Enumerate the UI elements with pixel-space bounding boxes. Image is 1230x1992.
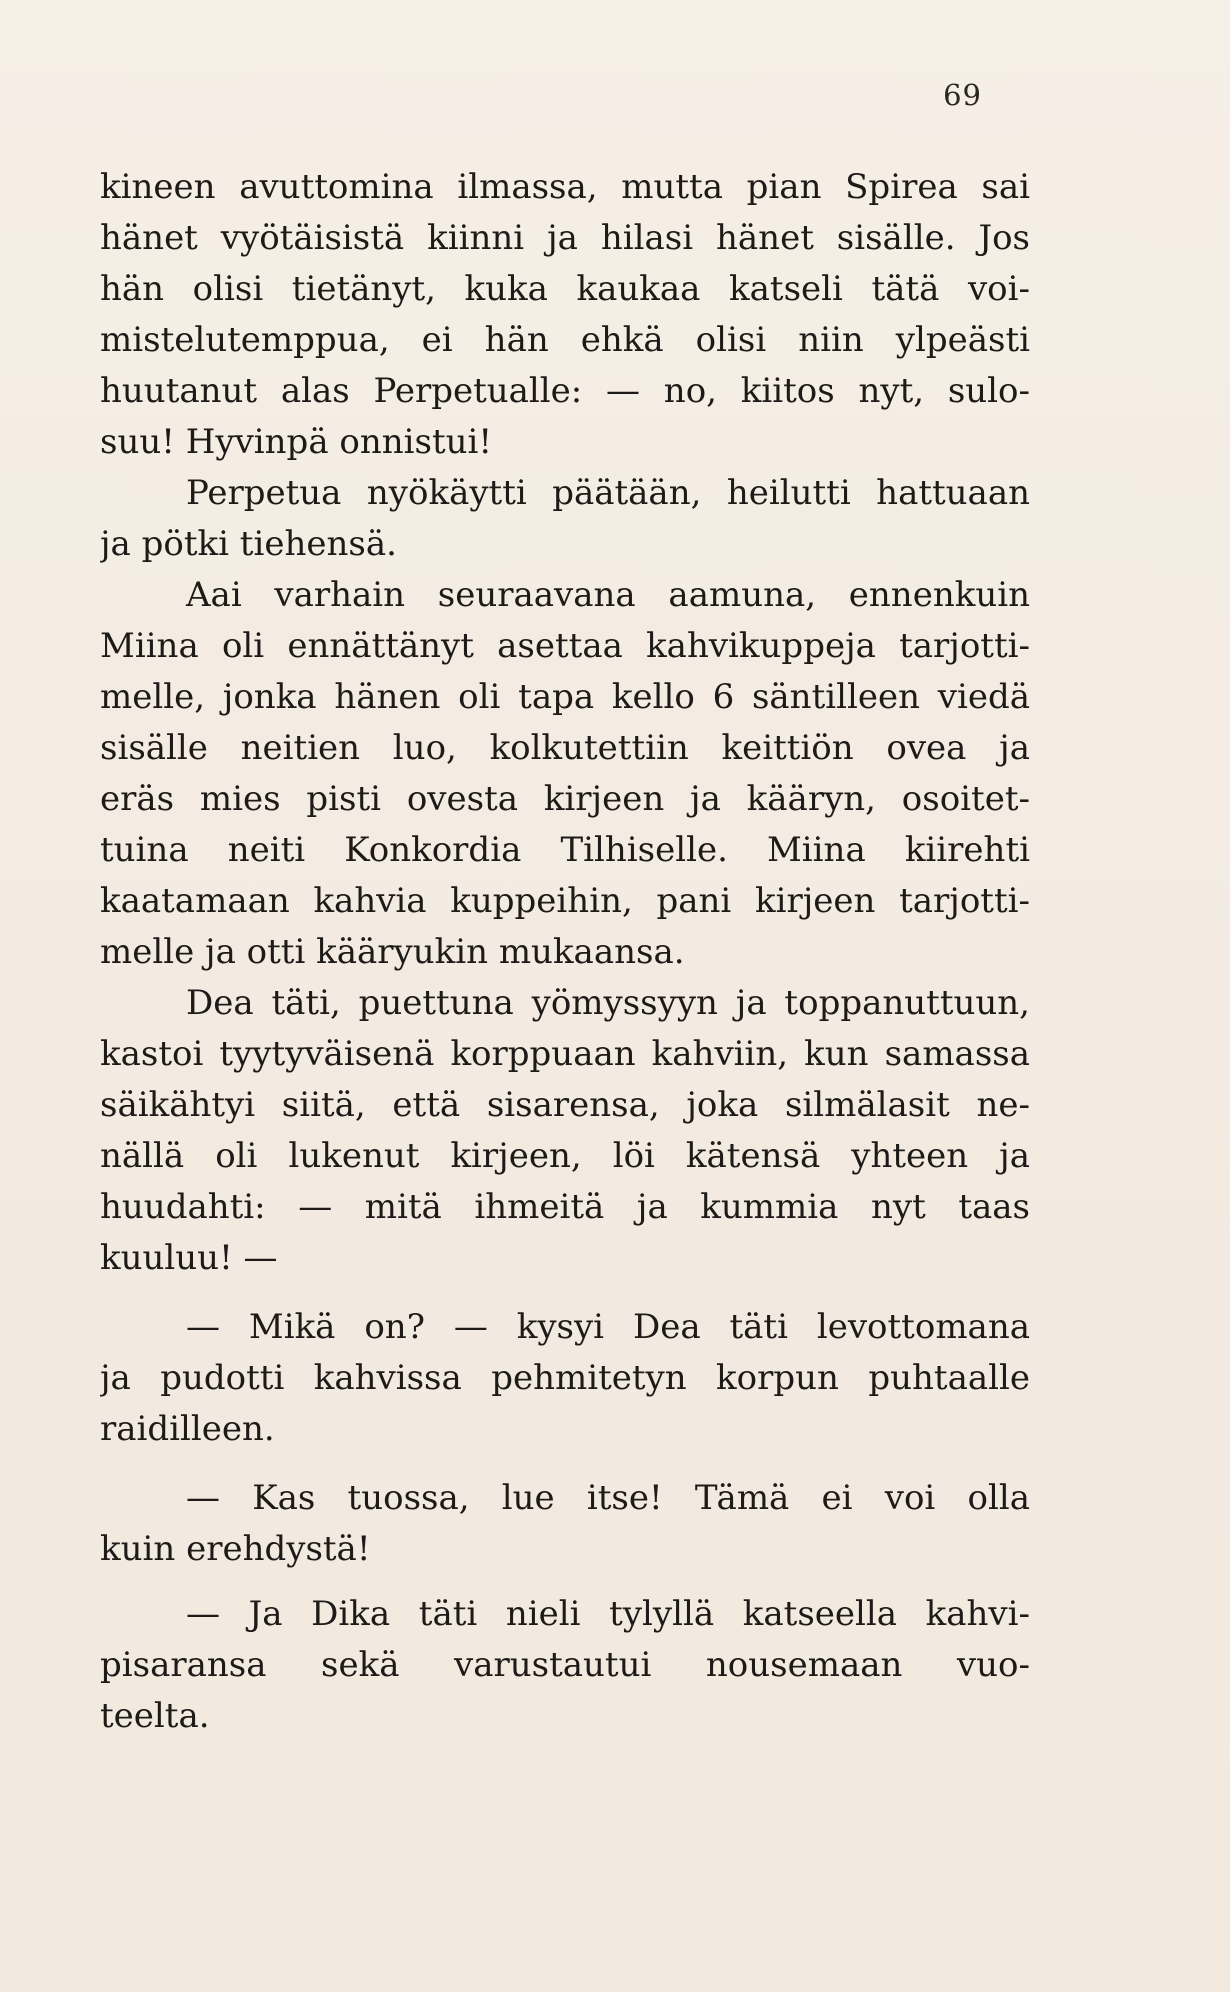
text-line: — Ja Dika täti nieli tylyllä katseella kahvi-	[186, 1594, 1030, 1634]
text-line: suu! Hyvinpä onnistui!	[100, 422, 493, 462]
text-line: — Kas tuossa, lue itse! Tämä ei voi olla	[186, 1478, 1030, 1518]
text-line: — Mikä on? — kysyi Dea täti levottomana	[186, 1307, 1030, 1347]
text-line: sisälle neitien luo, kolkutettiin keittiön ovea ja	[100, 728, 1030, 768]
paragraph	[100, 1302, 1030, 1455]
text-line: huudahti: — mitä ihmeitä ja kummia nyt taas	[100, 1187, 1030, 1227]
paragraph	[100, 1589, 1030, 1742]
page-number: 69	[943, 78, 982, 112]
text-line: nällä oli lukenut kirjeen, löi kätensä yhteen ja	[100, 1136, 1030, 1176]
text-line: hän olisi tietänyt, kuka kaukaa katseli tätä voi-	[100, 269, 1030, 309]
paragraph-gap	[100, 1284, 1030, 1302]
text-line: melle, jonka hänen oli tapa kello 6 säntilleen viedä	[100, 677, 1030, 717]
paragraph	[100, 468, 1030, 570]
text-line: melle ja otti kääryukin mukaansa.	[100, 932, 685, 972]
paragraph	[100, 570, 1030, 978]
text-line: ja pudotti kahvissa pehmitetyn korpun puhtaalle	[100, 1358, 1030, 1398]
text-line: Perpetua nyökäytti päätään, heilutti hattuaan	[186, 473, 1030, 513]
paragraph	[100, 162, 1030, 468]
text-line: kuin erehdystä!	[100, 1529, 371, 1569]
text-line: mistelutemppua, ei hän ehkä olisi niin ylpeästi	[100, 320, 1030, 360]
text-line: pisaransa sekä varustautui nousemaan vuo-	[100, 1645, 1030, 1685]
text-line: kastoi tyytyväisenä korppuaan kahviin, kun samassa	[100, 1034, 1030, 1074]
text-line: hänet vyötäisistä kiinni ja hilasi hänet sisälle. Jos	[100, 218, 1030, 258]
text-line: ja pötki tiehensä.	[100, 524, 397, 564]
text-line: kineen avuttomina ilmassa, mutta pian Spirea sai	[100, 167, 1030, 207]
paragraph	[100, 1473, 1030, 1575]
text-line: Miina oli ennättänyt asettaa kahvikuppeja tarjotti-	[100, 626, 1030, 666]
text-line: kaatamaan kahvia kuppeihin, pani kirjeen tarjotti-	[100, 881, 1030, 921]
text-line: teelta.	[100, 1696, 210, 1736]
text-line: Aai varhain seuraavana aamuna, ennenkuin	[186, 575, 1030, 615]
text-line: eräs mies pisti ovesta kirjeen ja kääryn, osoitet-	[100, 779, 1030, 819]
text-line: tuina neiti Konkordia Tilhiselle. Miina kiirehti	[100, 830, 1030, 870]
paragraph-gap	[100, 1575, 1030, 1589]
paragraph-gap	[100, 1455, 1030, 1473]
text-line: Dea täti, puettuna yömyssyyn ja toppanuttuun,	[186, 983, 1030, 1023]
text-line: raidilleen.	[100, 1409, 275, 1449]
body-text	[100, 162, 1030, 1742]
text-line: kuuluu! —	[100, 1238, 278, 1278]
text-line: huutanut alas Perpetualle: — no, kiitos nyt, sulo-	[100, 371, 1030, 411]
paragraph	[100, 978, 1030, 1284]
text-line: säikähtyi siitä, että sisarensa, joka silmälasit ne-	[100, 1085, 1030, 1125]
